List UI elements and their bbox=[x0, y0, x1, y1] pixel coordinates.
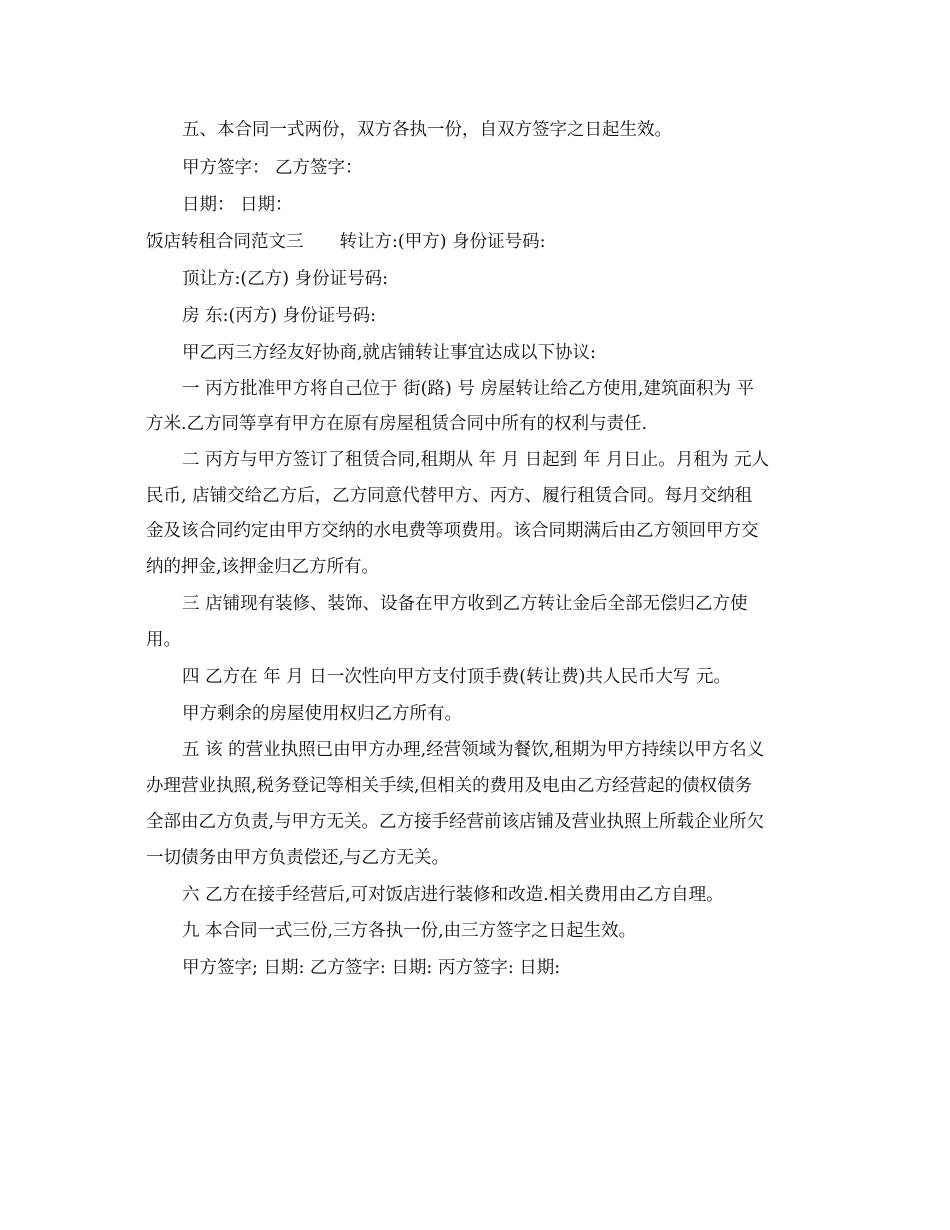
clause-line: 一 丙方批准甲方将自己位于 街(路) 号 房屋转让给乙方使用,建筑面积为 平 bbox=[182, 379, 755, 399]
transferor-field: 转让方:(甲方) 身份证号码: bbox=[339, 232, 546, 252]
clause-line: 甲方剩余的房屋使用权归乙方所有。 bbox=[182, 704, 462, 724]
clause-line: 二 丙方与甲方签订了租赁合同,租期从 年 月 日起到 年 月日止。月租为 元人 bbox=[182, 450, 769, 470]
section-heading-line bbox=[146, 231, 806, 253]
preamble-line: 甲乙丙三方经友好协商,就店铺转让事宜达成以下协议: bbox=[182, 343, 596, 363]
clause-line: 用。 bbox=[146, 630, 181, 650]
signature-date-line: 甲方签字; 日期: 乙方签字: 日期: 丙方签字: 日期: bbox=[182, 958, 561, 978]
clause-line: 全部由乙方负责,与甲方无关。乙方接手经营前该店铺及营业执照上所载企业所欠 bbox=[146, 812, 765, 832]
clause-line: 办理营业执照,税务登记等相关手续,但相关的费用及电由乙方经营起的债权债务 bbox=[146, 776, 753, 796]
clause-line: 一切债务由甲方负责偿还,与乙方无关。 bbox=[146, 848, 450, 868]
landlord-field: 房 东:(丙方) 身份证号码: bbox=[182, 306, 377, 326]
clause-line: 方米.乙方同等享有甲方在原有房屋租赁合同中所有的权利与责任. bbox=[146, 414, 648, 434]
clause-line: 四 乙方在 年 月 日一次性向甲方支付顶手费(转让费)共人民币大写 元。 bbox=[182, 667, 731, 687]
clause-line: 九 本合同一式三份,三方各执一份,由三方签字之日起生效。 bbox=[182, 921, 637, 941]
clause-line: 三 店铺现有装修、装饰、设备在甲方收到乙方转让金后全部无偿归乙方使 bbox=[182, 594, 748, 614]
signature-line: 甲方签字： 乙方签字： bbox=[182, 158, 363, 178]
clause-line: 五 该 的营业执照已由甲方办理,经营领域为餐饮,租期为甲方持续以甲方名义 bbox=[182, 740, 765, 760]
clause-line: 五、本合同一式两份，双方各执一份，自双方签字之日起生效。 bbox=[182, 120, 672, 140]
section-title: 饭店转租合同范文三 bbox=[146, 232, 304, 252]
transferee-field: 顶让方:(乙方) 身份证号码: bbox=[182, 269, 389, 289]
clause-line: 民币, 店铺交给乙方后，乙方同意代替甲方、丙方、履行租赁合同。每月交纳租 bbox=[146, 486, 753, 506]
clause-line: 金及该合同约定由甲方交纳的水电费等项费用。该合同期满后由乙方领回甲方交 bbox=[146, 521, 759, 541]
clause-line: 纳的押金,该押金归乙方所有。 bbox=[146, 557, 380, 577]
clause-line: 六 乙方在接手经营后,可对饭店进行装修和改造.相关费用由乙方自理。 bbox=[182, 885, 724, 905]
date-line: 日期： 日期： bbox=[182, 195, 293, 215]
